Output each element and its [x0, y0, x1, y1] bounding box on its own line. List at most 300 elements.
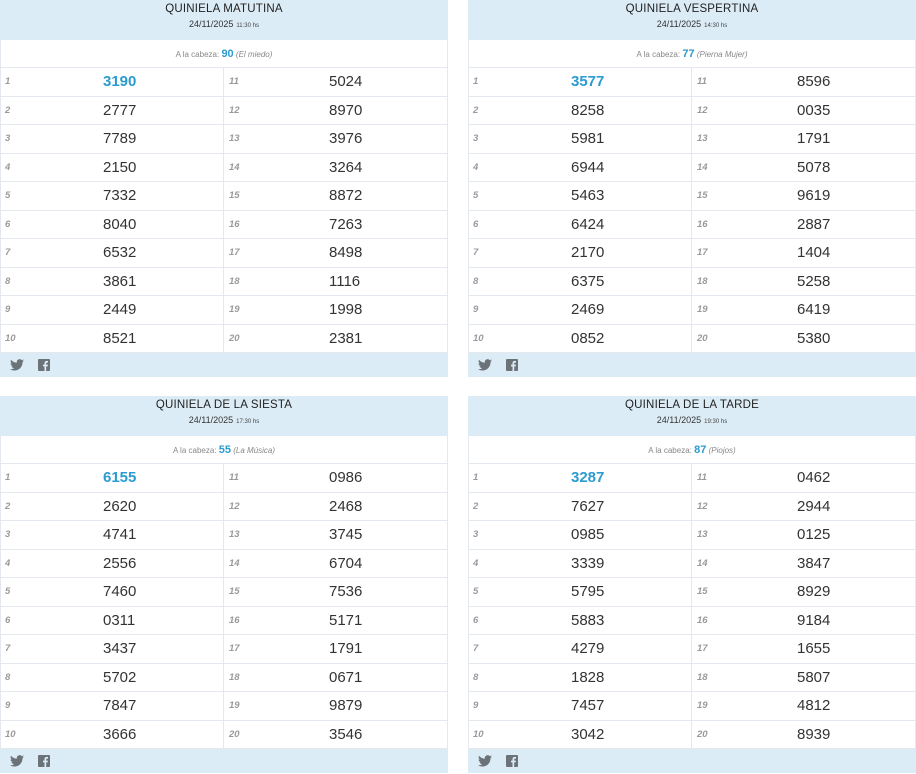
cabeza-label: A la cabeza:	[648, 446, 692, 455]
position-number: 7	[473, 247, 479, 259]
table-row	[1, 154, 447, 183]
result-number: 7627	[571, 497, 605, 515]
result-number: 5078	[797, 158, 831, 176]
result-cell	[692, 239, 915, 267]
position-number: 18	[697, 275, 708, 287]
facebook-icon[interactable]	[506, 359, 518, 371]
result-number: 2620	[103, 497, 137, 515]
result-number: 1998	[329, 301, 363, 319]
position-number: 6	[473, 614, 479, 626]
result-cell	[1, 239, 224, 267]
result-number: 9879	[329, 697, 363, 715]
position-number: 5	[5, 190, 11, 202]
draw-date: 24/11/2025	[656, 19, 702, 29]
position-number: 4	[473, 557, 479, 569]
result-cell	[224, 182, 447, 210]
quiniela-panel	[0, 396, 448, 774]
result-number: 5258	[797, 272, 831, 290]
table-row	[469, 154, 915, 183]
position-number: 12	[697, 104, 708, 116]
result-cell	[692, 578, 915, 606]
result-number: 3437	[103, 640, 137, 658]
result-cell	[224, 692, 447, 720]
result-cell	[692, 296, 915, 324]
result-number: 3847	[797, 554, 831, 572]
table-row	[1, 578, 447, 607]
result-cell	[469, 550, 692, 578]
result-cell	[469, 296, 692, 324]
panel-date	[468, 415, 916, 425]
result-number: 4812	[797, 697, 831, 715]
result-cell	[224, 721, 447, 749]
panel-header	[0, 396, 448, 436]
position-number: 1	[473, 76, 479, 88]
result-number: 8040	[103, 215, 137, 233]
table-row	[1, 464, 447, 493]
quiniela-panel	[468, 396, 916, 774]
result-number: 8939	[797, 725, 831, 743]
result-cell	[224, 268, 447, 296]
cabeza-meaning: (Piojos)	[708, 446, 736, 455]
position-number: 6	[5, 614, 11, 626]
table-row	[1, 268, 447, 297]
position-number: 6	[5, 218, 11, 230]
result-number: 2468	[329, 497, 363, 515]
position-number: 9	[5, 304, 11, 316]
result-cell	[224, 125, 447, 153]
position-number: 8	[473, 275, 479, 287]
table-row	[469, 493, 915, 522]
result-cell	[224, 607, 447, 635]
position-number: 12	[697, 500, 708, 512]
position-number: 1	[5, 472, 11, 484]
result-cell	[469, 493, 692, 521]
position-number: 19	[229, 304, 240, 316]
result-cell	[224, 296, 447, 324]
position-number: 11	[229, 76, 239, 88]
result-number: 0462	[797, 469, 831, 487]
twitter-icon[interactable]	[478, 359, 492, 371]
panel-header	[0, 0, 448, 40]
table-row	[1, 521, 447, 550]
position-number: 5	[5, 586, 11, 598]
position-number: 17	[229, 643, 240, 655]
result-cell	[1, 721, 224, 749]
position-number: 8	[473, 671, 479, 683]
result-cell	[692, 325, 915, 353]
position-number: 4	[473, 161, 479, 173]
result-number: 7847	[103, 697, 137, 715]
result-cell	[224, 211, 447, 239]
position-number: 7	[473, 643, 479, 655]
draw-time: 11:30 hs	[236, 23, 259, 29]
result-cell	[1, 635, 224, 663]
result-cell	[692, 521, 915, 549]
result-cell	[469, 268, 692, 296]
result-cell	[1, 125, 224, 153]
table-row	[1, 493, 447, 522]
result-cell	[1, 325, 224, 353]
table-row	[1, 550, 447, 579]
result-cell	[692, 211, 915, 239]
position-number: 16	[229, 218, 240, 230]
result-number: 2381	[329, 329, 363, 347]
result-number: 0852	[571, 329, 605, 347]
cabeza-result-number: 6155	[103, 469, 137, 487]
position-number: 18	[697, 671, 708, 683]
table-row	[1, 239, 447, 268]
result-number: 8929	[797, 583, 831, 601]
position-number: 19	[697, 304, 708, 316]
twitter-icon[interactable]	[10, 359, 24, 371]
result-number: 2556	[103, 554, 137, 572]
position-number: 15	[229, 190, 240, 202]
result-cell	[1, 296, 224, 324]
result-number: 0035	[797, 101, 831, 119]
position-number: 1	[5, 76, 11, 88]
result-cell	[469, 464, 692, 492]
table-row	[469, 97, 915, 126]
result-number: 8872	[329, 187, 363, 205]
cabeza-result-number: 3287	[571, 469, 605, 487]
position-number: 15	[229, 586, 240, 598]
position-number: 6	[473, 218, 479, 230]
result-number: 0986	[329, 469, 363, 487]
result-number: 6424	[571, 215, 605, 233]
cabeza-label: A la cabeza:	[636, 50, 681, 59]
position-number: 1	[473, 472, 479, 484]
position-number: 18	[229, 275, 240, 287]
position-number: 14	[697, 557, 708, 569]
result-number: 1791	[329, 640, 363, 658]
result-cell	[224, 68, 447, 96]
share-bar	[0, 749, 448, 773]
result-number: 3976	[329, 130, 363, 148]
position-number: 13	[697, 133, 708, 145]
cabeza-meaning: (La Música)	[233, 446, 276, 455]
result-number: 0985	[571, 526, 605, 544]
result-number: 2170	[571, 244, 605, 262]
cabeza-number: 55	[218, 444, 232, 456]
result-number: 6419	[797, 301, 831, 319]
result-number: 5807	[797, 668, 831, 686]
results-table	[0, 68, 448, 353]
position-number: 18	[229, 671, 240, 683]
result-number: 2777	[103, 101, 137, 119]
result-cell	[224, 464, 447, 492]
panel-header	[468, 0, 916, 40]
result-cell	[692, 550, 915, 578]
result-number: 8498	[329, 244, 363, 262]
result-cell	[692, 721, 915, 749]
result-cell	[224, 635, 447, 663]
position-number: 20	[697, 332, 708, 344]
result-number: 6704	[329, 554, 363, 572]
cabeza-number: 90	[221, 48, 234, 60]
result-number: 4279	[571, 640, 605, 658]
result-cell	[469, 607, 692, 635]
table-row	[469, 635, 915, 664]
position-number: 16	[697, 218, 708, 230]
facebook-icon[interactable]	[38, 755, 50, 767]
cabeza-line	[0, 40, 448, 68]
result-cell	[692, 97, 915, 125]
table-row	[469, 182, 915, 211]
result-cell	[1, 464, 224, 492]
quiniela-panel	[468, 0, 916, 376]
result-number: 5795	[571, 583, 605, 601]
result-cell	[692, 464, 915, 492]
result-cell	[692, 68, 915, 96]
result-cell	[1, 493, 224, 521]
result-number: 3861	[103, 272, 137, 290]
result-cell	[224, 493, 447, 521]
result-number: 9619	[797, 187, 831, 205]
result-number: 2449	[103, 301, 137, 319]
result-cell	[1, 154, 224, 182]
table-row	[1, 664, 447, 693]
result-number: 3264	[329, 158, 363, 176]
position-number: 10	[473, 332, 484, 344]
position-number: 13	[229, 133, 240, 145]
draw-date: 24/11/2025	[189, 19, 234, 29]
result-number: 5463	[571, 187, 605, 205]
panel-title: QUINIELA MATUTINA	[165, 3, 283, 15]
table-row	[469, 268, 915, 297]
result-number: 3666	[103, 725, 137, 743]
result-number: 0125	[797, 526, 831, 544]
position-number: 5	[473, 586, 479, 598]
result-cell	[1, 268, 224, 296]
cabeza-label: A la cabeza:	[175, 50, 220, 59]
result-cell	[1, 68, 224, 96]
result-number: 2887	[797, 215, 831, 233]
result-cell	[224, 97, 447, 125]
result-cell	[692, 125, 915, 153]
result-cell	[692, 154, 915, 182]
result-number: 1116	[329, 272, 361, 290]
result-number: 8258	[571, 101, 605, 119]
draw-time: 17:30 hs	[236, 419, 260, 425]
twitter-icon[interactable]	[10, 755, 24, 767]
results-table	[468, 464, 916, 749]
position-number: 2	[473, 500, 479, 512]
table-row	[1, 68, 447, 97]
result-cell	[1, 521, 224, 549]
table-row	[1, 325, 447, 354]
position-number: 11	[697, 76, 707, 88]
quiniela-panel	[0, 0, 448, 376]
position-number: 14	[229, 161, 240, 173]
position-number: 8	[5, 275, 11, 287]
panel-date	[0, 19, 448, 29]
position-number: 15	[697, 586, 708, 598]
position-number: 13	[697, 529, 708, 541]
result-number: 5380	[797, 329, 831, 347]
draw-date: 24/11/2025	[656, 415, 702, 425]
table-row	[469, 296, 915, 325]
facebook-icon[interactable]	[506, 755, 518, 767]
cabeza-number: 87	[694, 444, 707, 456]
result-cell	[224, 550, 447, 578]
facebook-icon[interactable]	[38, 359, 50, 371]
result-number: 2944	[797, 497, 831, 515]
position-number: 2	[5, 500, 11, 512]
result-cell	[469, 521, 692, 549]
cabeza-line	[468, 436, 916, 464]
panel-date	[468, 19, 916, 29]
panel-title: QUINIELA DE LA SIESTA	[155, 399, 293, 411]
result-cell	[1, 692, 224, 720]
result-number: 3339	[571, 554, 605, 572]
result-cell	[469, 125, 692, 153]
share-bar	[468, 749, 916, 773]
position-number: 4	[5, 557, 11, 569]
result-cell	[692, 607, 915, 635]
cabeza-meaning: (El miedo)	[235, 50, 273, 59]
result-cell	[692, 268, 915, 296]
position-number: 3	[5, 133, 11, 145]
share-bar	[0, 353, 448, 377]
cabeza-result-number: 3190	[103, 73, 137, 91]
position-number: 17	[229, 247, 240, 259]
position-number: 16	[229, 614, 240, 626]
result-cell	[1, 578, 224, 606]
position-number: 20	[229, 332, 240, 344]
position-number: 17	[697, 247, 708, 259]
result-number: 7536	[329, 583, 363, 601]
result-cell	[1, 664, 224, 692]
position-number: 16	[697, 614, 708, 626]
result-cell	[469, 97, 692, 125]
cabeza-line	[468, 40, 916, 68]
result-cell	[469, 182, 692, 210]
twitter-icon[interactable]	[478, 755, 492, 767]
draw-time: 19:30 hs	[704, 419, 728, 425]
position-number: 19	[229, 700, 240, 712]
cabeza-result-number: 3577	[571, 73, 605, 91]
result-number: 3042	[571, 725, 605, 743]
position-number: 3	[473, 529, 479, 541]
position-number: 14	[697, 161, 708, 173]
result-cell	[1, 97, 224, 125]
result-number: 8521	[103, 329, 137, 347]
result-cell	[1, 182, 224, 210]
result-cell	[1, 550, 224, 578]
position-number: 7	[5, 247, 11, 259]
cabeza-label: A la cabeza:	[172, 446, 217, 455]
result-number: 8970	[329, 101, 363, 119]
result-number: 7789	[103, 130, 137, 148]
result-cell	[469, 692, 692, 720]
result-number: 4741	[103, 526, 137, 544]
result-number: 7457	[571, 697, 605, 715]
panel-header	[468, 396, 916, 436]
results-table	[468, 68, 916, 353]
position-number: 12	[229, 500, 240, 512]
cabeza-number: 77	[682, 48, 695, 60]
result-number: 2150	[103, 158, 137, 176]
position-number: 8	[5, 671, 11, 683]
result-cell	[224, 154, 447, 182]
position-number: 20	[229, 728, 240, 740]
result-number: 9184	[797, 611, 831, 629]
table-row	[469, 464, 915, 493]
result-number: 7263	[329, 215, 363, 233]
result-number: 1404	[797, 244, 831, 262]
table-row	[1, 97, 447, 126]
result-cell	[224, 578, 447, 606]
result-number: 0311	[103, 611, 136, 629]
table-row	[1, 125, 447, 154]
draw-time: 14:30 hs	[704, 23, 728, 29]
table-row	[469, 578, 915, 607]
result-number: 5883	[571, 611, 605, 629]
result-number: 6944	[571, 158, 605, 176]
table-row	[1, 182, 447, 211]
position-number: 4	[5, 161, 11, 173]
result-number: 2469	[571, 301, 605, 319]
cabeza-meaning: (Pierna Mujer)	[696, 50, 748, 59]
position-number: 9	[473, 700, 479, 712]
position-number: 7	[5, 643, 11, 655]
table-row	[1, 211, 447, 240]
result-cell	[692, 493, 915, 521]
table-row	[1, 635, 447, 664]
position-number: 12	[229, 104, 240, 116]
result-cell	[692, 664, 915, 692]
result-cell	[1, 211, 224, 239]
result-number: 7332	[103, 187, 137, 205]
table-row	[469, 721, 915, 750]
position-number: 5	[473, 190, 479, 202]
result-cell	[469, 154, 692, 182]
panel-date	[0, 415, 448, 425]
position-number: 3	[473, 133, 479, 145]
result-number: 5171	[329, 611, 363, 629]
position-number: 9	[5, 700, 11, 712]
result-cell	[224, 239, 447, 267]
result-cell	[469, 635, 692, 663]
table-row	[469, 664, 915, 693]
table-row	[1, 607, 447, 636]
position-number: 19	[697, 700, 708, 712]
result-cell	[469, 211, 692, 239]
position-number: 11	[229, 472, 239, 484]
panel-title: QUINIELA VESPERTINA	[625, 3, 759, 15]
result-cell	[224, 521, 447, 549]
result-number: 3745	[329, 526, 363, 544]
result-cell	[469, 578, 692, 606]
position-number: 10	[473, 728, 484, 740]
result-cell	[469, 664, 692, 692]
panel-title: QUINIELA DE LA TARDE	[625, 399, 759, 411]
table-row	[469, 550, 915, 579]
result-number: 3546	[329, 725, 363, 743]
result-number: 5024	[329, 73, 363, 91]
result-cell	[469, 325, 692, 353]
table-row	[1, 721, 447, 750]
result-number: 6375	[571, 272, 605, 290]
result-cell	[1, 607, 224, 635]
table-row	[469, 521, 915, 550]
draw-date: 24/11/2025	[188, 415, 234, 425]
table-row	[469, 211, 915, 240]
result-number: 7460	[103, 583, 137, 601]
position-number: 9	[473, 304, 479, 316]
result-number: 5702	[103, 668, 137, 686]
position-number: 3	[5, 529, 11, 541]
